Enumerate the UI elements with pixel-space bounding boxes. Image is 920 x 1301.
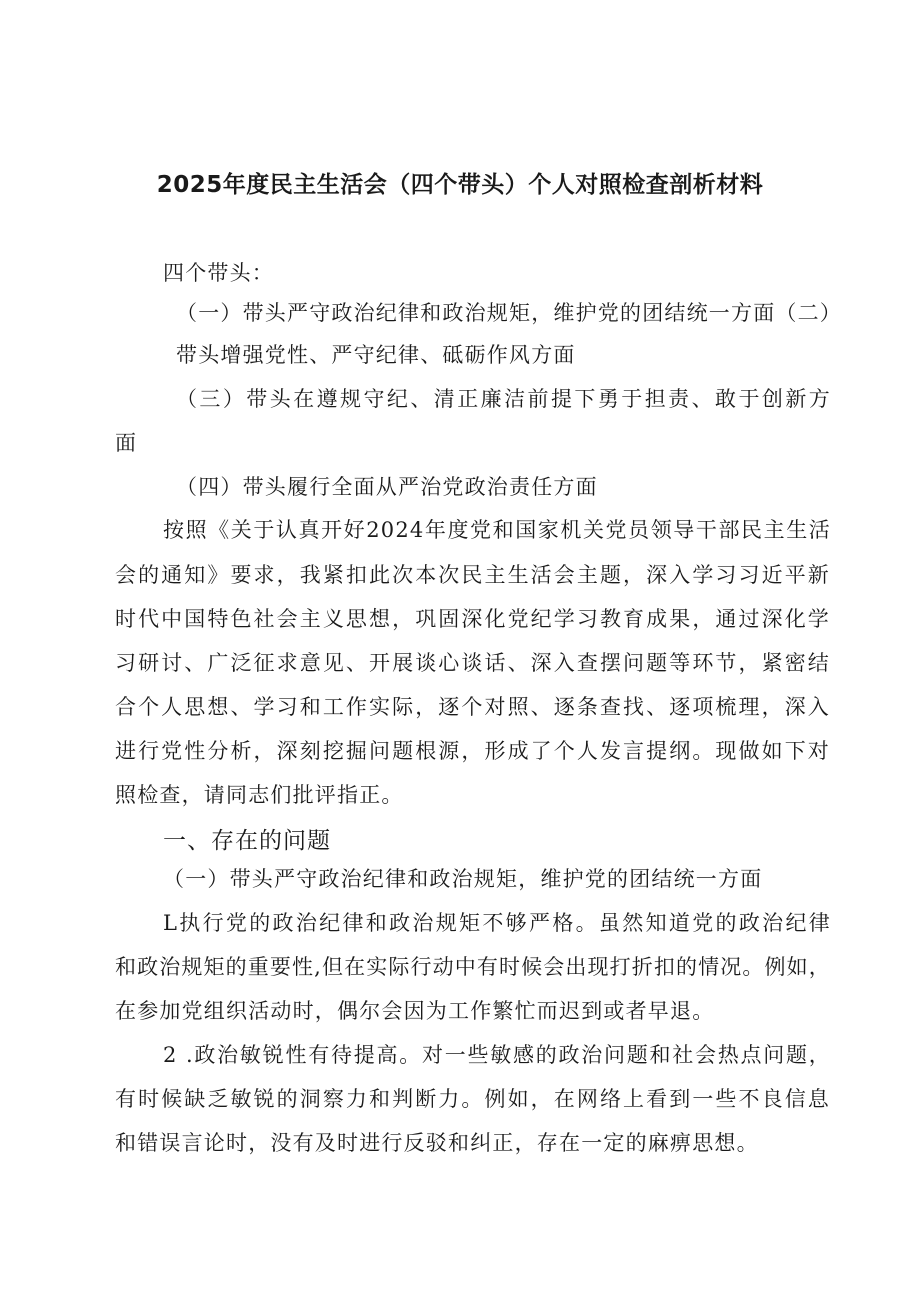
point-3-line-1: （三）带头在遵规守纪、清正廉洁前提下勇于担责、敢于创新方 bbox=[176, 387, 831, 411]
intro-paragraph-line: 习研讨、广泛征求意见、开展谈心谈话、深入查摆问题等环节，紧密结 bbox=[115, 651, 830, 675]
point-4: （四）带头履行全面从严治党政治责任方面 bbox=[176, 475, 598, 499]
intro-paragraph-line: 会的通知》要求，我紧扣此次本次民主生活会主题，深入学习习近平新 bbox=[115, 563, 830, 587]
point-3-line-2: 面 bbox=[115, 431, 138, 455]
point-1-line-2: 带头增强党性、严守纪律、砥砺作风方面 bbox=[176, 343, 576, 367]
item-2-line: 2 .政治敏锐性有待提高。对一些敏感的政治问题和社会热点问题， bbox=[163, 1043, 831, 1067]
intro-paragraph-line: 时代中国特色社会主义思想，巩固深化党纪学习教育成果，通过深化学 bbox=[115, 607, 830, 631]
intro-paragraph-line: 进行党性分析，深刻挖掘问题根源，形成了个人发言提纲。现做如下对 bbox=[115, 739, 830, 763]
intro-paragraph-line: 照检查，请同志们批评指正。 bbox=[115, 783, 404, 807]
point-1-line-1: （一）带头严守政治纪律和政治规矩，维护党的团结统一方面（二） bbox=[176, 301, 842, 325]
intro-label: 四个带头： bbox=[163, 261, 274, 285]
intro-paragraph-line: 按照《关于认真开好2024年度党和国家机关党员领导干部民主生活 bbox=[163, 518, 831, 542]
intro-paragraph-line: 合个人思想、学习和工作实际，逐个对照、逐条查找、逐项梳理，深入 bbox=[115, 695, 830, 719]
item-2-line: 有时候缺乏敏锐的洞察力和判断力。例如，在网络上看到一些不良信息 bbox=[115, 1087, 830, 1111]
item-1-line: 和政治规矩的重要性,但在实际行动中有时候会出现打折扣的情况。例如， bbox=[115, 955, 830, 979]
subsection-1-heading: （一）带头严守政治纪律和政治规矩，维护党的团结统一方面 bbox=[163, 867, 763, 891]
document-title: 2025年度民主生活会（四个带头）个人对照检查剖析材料 bbox=[156, 172, 764, 198]
section-1-heading: 一、存在的问题 bbox=[163, 828, 331, 854]
item-2-line: 和错误言论时，没有及时进行反驳和纠正，存在一定的麻痹思想。 bbox=[115, 1131, 759, 1155]
item-1-line: 在参加党组织活动时，偶尔会因为工作繁忙而迟到或者早退。 bbox=[115, 999, 715, 1023]
item-1-line: L执行党的政治纪律和政治规矩不够严格。虽然知道党的政治纪律 bbox=[163, 911, 831, 935]
